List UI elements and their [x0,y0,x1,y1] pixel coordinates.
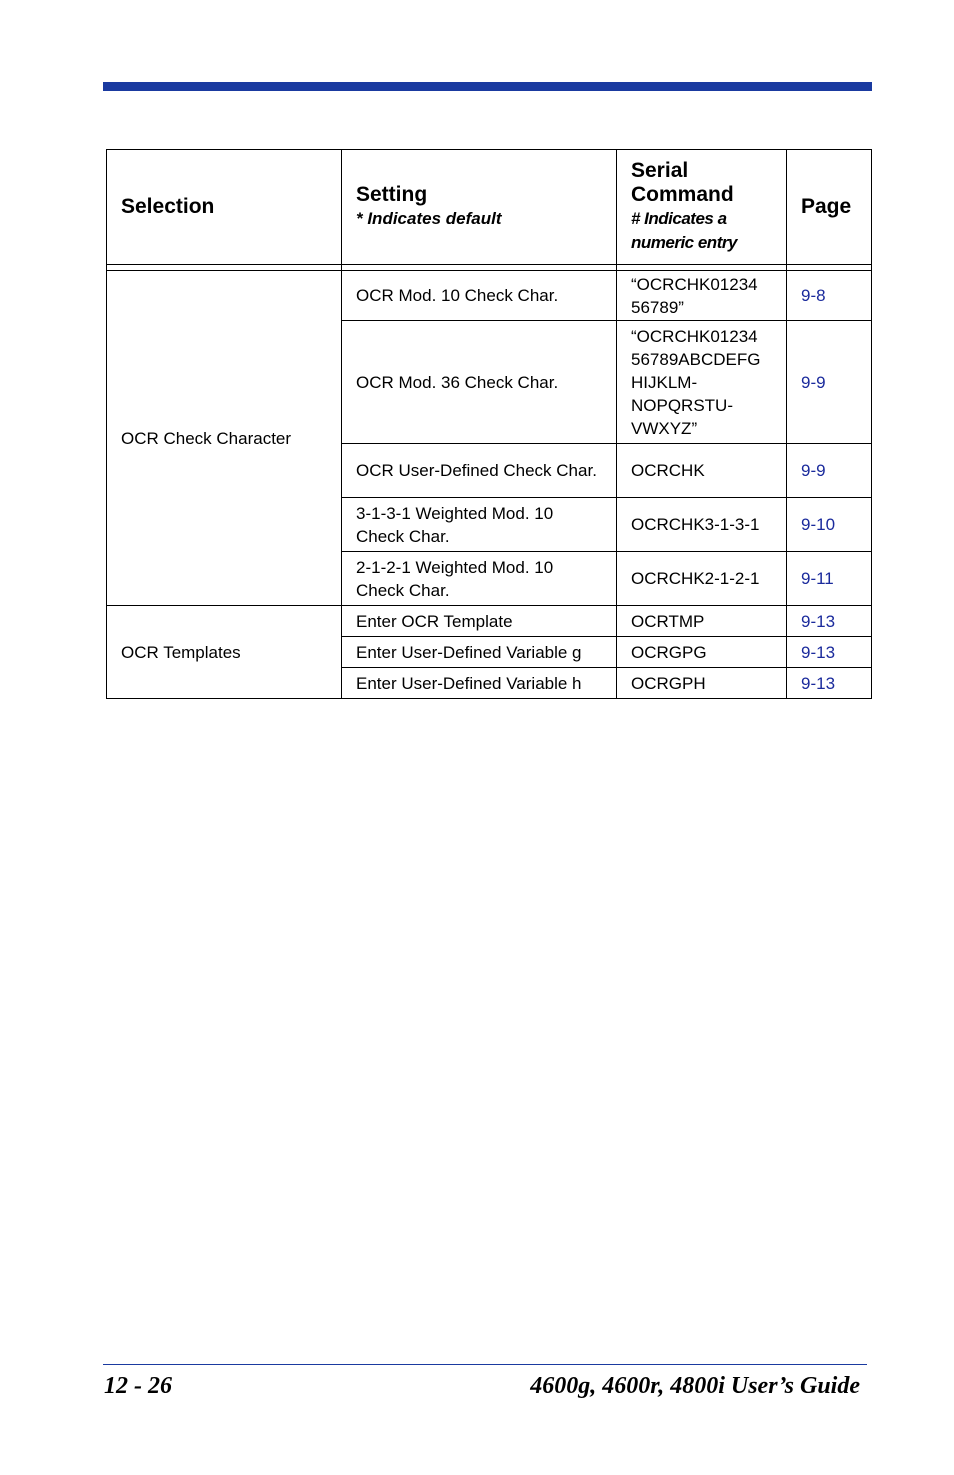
page-cell [787,668,872,699]
serial-command-cell: OCRCHK3-1-3-1 [617,498,787,552]
page-link[interactable]: 9-10 [801,515,836,534]
serial-command-cell: “OCRCHK01234 56789” [617,271,787,321]
footer-rule [103,1364,867,1365]
header-setting: Setting * Indicates default [342,150,617,265]
footer-guide-title: 4600g, 4600r, 4800i User’s Guide [530,1373,860,1399]
page-link[interactable]: 9-8 [801,286,826,305]
setting-cell: Enter User-Defined Variable g [342,637,617,668]
serial-command-cell: OCRTMP [617,606,787,637]
page-link[interactable]: 9-13 [801,642,836,662]
setting-cell: OCR Mod. 36 Check Char. [342,321,617,444]
setting-cell: Enter User-Defined Variable h [342,668,617,699]
header-rule [103,82,872,91]
setting-cell: 3-1-3-1 Weighted Mod. 10 Check Char. [342,498,617,552]
page-link[interactable]: 9-13 [801,611,836,631]
serial-command-cell: “OCRCHK01234 56789ABCDEFG HIJKLM- NOPQRSTU- VWXYZ” [617,321,787,444]
page-cell [787,637,872,668]
page-cell [787,552,872,606]
table-row [107,606,872,637]
setting-cell: OCR User-Defined Check Char. [342,444,617,498]
serial-command-cell: OCRGPH [617,668,787,699]
page-cell [787,444,872,498]
setting-cell: 2-1-2-1 Weighted Mod. 10 Check Char. [342,552,617,606]
serial-command-cell: OCRGPG [617,637,787,668]
setting-cell: Enter OCR Template [342,606,617,637]
serial-command-cell: OCRCHK2-1-2-1 [617,552,787,606]
header-serial-command: Serial Command # Indicates a numeric entry [617,150,787,265]
page-cell [787,606,872,637]
serial-command-table [106,149,872,699]
page-link[interactable]: 9-9 [801,372,826,392]
page-link[interactable]: 9-11 [801,569,834,588]
page-link[interactable]: 9-13 [801,673,836,693]
setting-cell: OCR Mod. 10 Check Char. [342,271,617,321]
table-row [107,271,872,321]
page-cell [787,321,872,444]
setting-note: * Indicates default [356,209,502,228]
selection-cell: OCR Check Character [107,271,342,606]
header-page: Page [787,150,872,265]
page-cell [787,271,872,321]
header-selection: Selection [107,150,342,265]
serial-command-cell: OCRCHK [617,444,787,498]
page-cell [787,498,872,552]
table-header-row [107,150,872,265]
selection-cell: OCR Templates [107,606,342,699]
footer-page-number: 12 - 26 [104,1373,172,1399]
page-link[interactable]: 9-9 [801,461,826,480]
